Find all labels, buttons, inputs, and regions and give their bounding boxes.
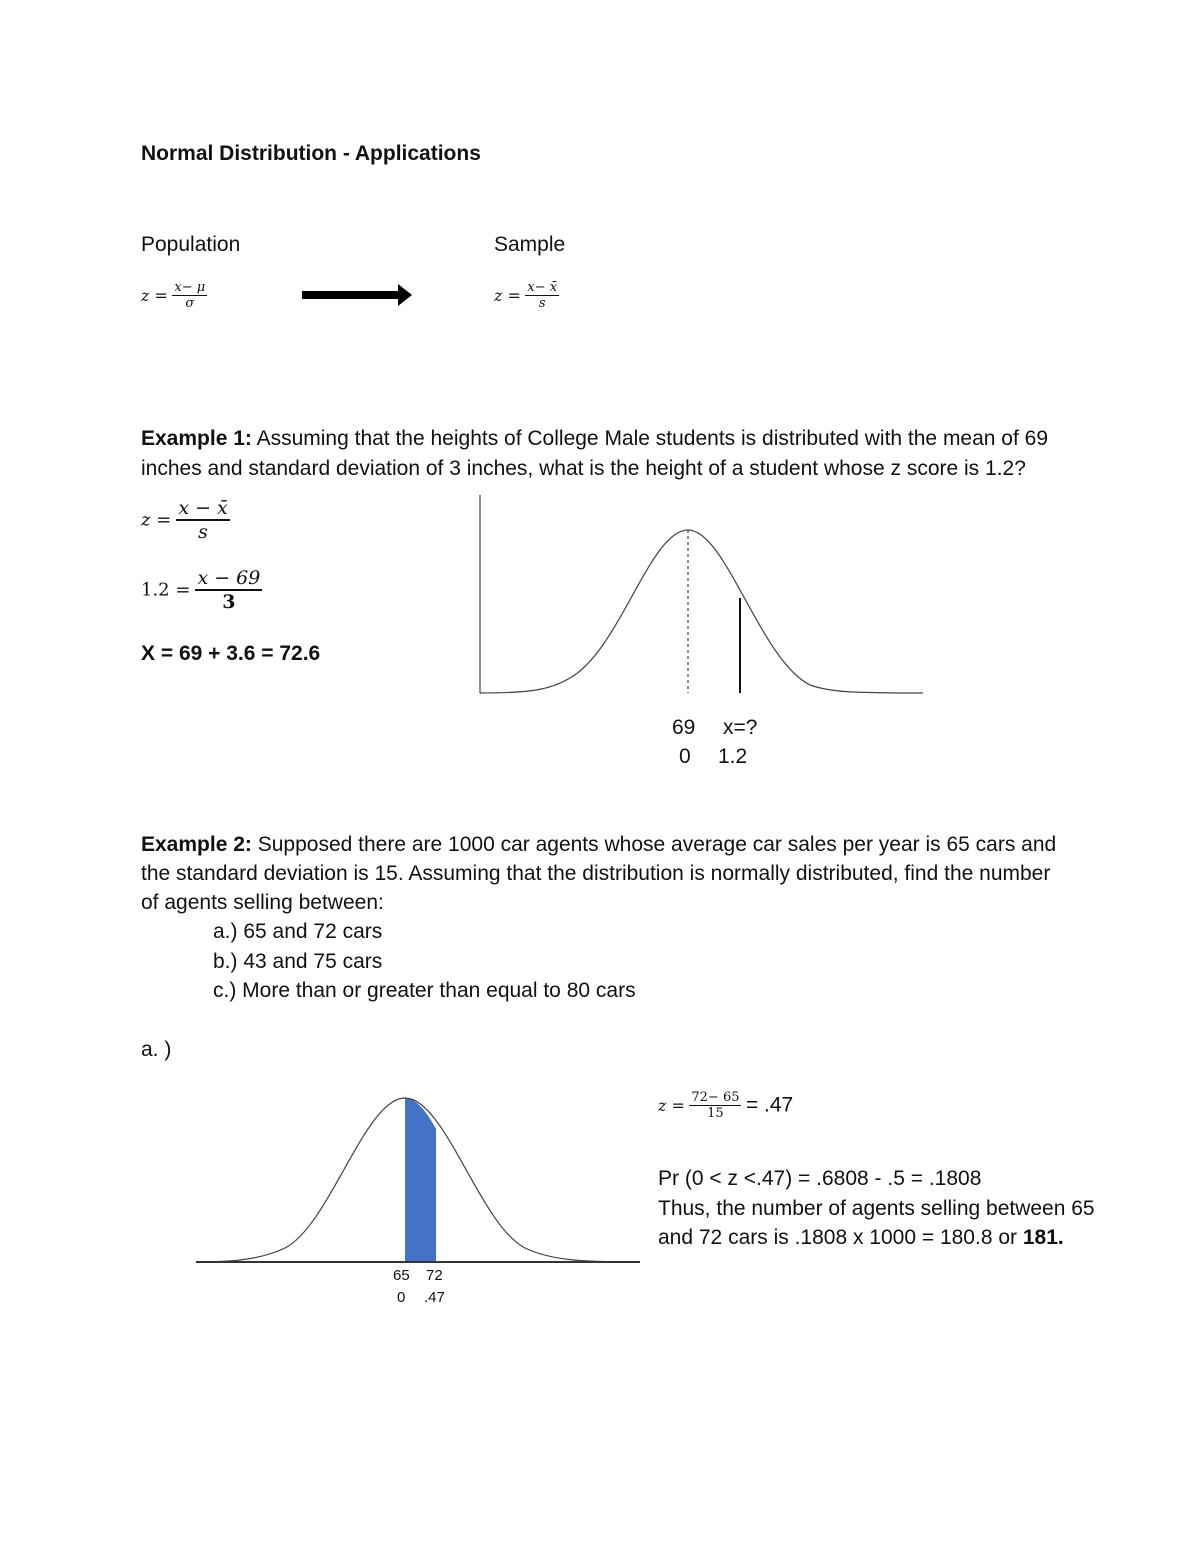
example2-label-z-point: .47 [424, 1289, 445, 1306]
example2-normal-curve-chart [190, 1085, 645, 1270]
shaded-area [405, 1098, 436, 1262]
normal-curve [480, 530, 923, 693]
example2-text-line3: of agents selling between: [141, 891, 384, 914]
example1-equation-substituted: 1.2 = $\frac{x - 69}{3}$ [141, 567, 261, 613]
example1-label-x-mean: 69 [672, 716, 696, 739]
example2-text: Example 2: Supposed there are 1000 car agents whose average car sales per year is 65 cars and [141, 833, 1057, 856]
example1-text-line2: inches and standard deviation of 3 inches, what is the height of a student whose z score is 1.2? [141, 457, 1026, 480]
example1-normal-curve-chart [470, 490, 930, 700]
part-a-label: a. ) [141, 1038, 172, 1061]
example2-label-z-mean: 0 [397, 1289, 406, 1306]
page-title: Normal Distribution - Applications [141, 142, 481, 165]
probability-line: Pr (0 < z <.47) = .6808 - .5 = .1808 [658, 1167, 982, 1190]
example1-label-x-point: x=? [723, 716, 758, 739]
example1-result: X = 69 + 3.6 = 72.6 [141, 642, 321, 665]
list-item: b.) 43 and 75 cars [213, 950, 383, 973]
list-item: c.) More than or greater than equal to 80 cars [213, 979, 636, 1002]
example2-label-x-mean: 65 [393, 1267, 410, 1284]
example2-z-equation: z = $\frac{72- 65}{15}$ = .47 [658, 1090, 794, 1121]
example1-equation-z: z = $\frac{x - x̄}{s}$ [141, 497, 228, 543]
example1-text: Example 1: Assuming that the heights of College Male students is distributed with the mean of 69 [141, 427, 1049, 450]
population-label: Population [141, 233, 241, 256]
sample-formula: z = $\frac{x- x̄}{s}$ [494, 280, 558, 311]
example1-label-z-mean: 0 [679, 745, 691, 768]
example2-text-line2: the standard deviation is 15. Assuming that the distribution is normally distributed, find the number [141, 862, 1051, 885]
right-arrow-icon [300, 282, 415, 308]
example2-label-x-point: 72 [426, 1267, 443, 1284]
population-formula: z = $\frac{x- \mu}{\sigma}$ [141, 280, 206, 311]
conclusion-line2: and 72 cars is .1808 x 1000 = 180.8 or 181. [658, 1226, 1064, 1249]
example2-heading: Example 2: [141, 833, 252, 856]
list-item: a.) 65 and 72 cars [213, 920, 383, 943]
example1-heading: Example 1: [141, 427, 252, 450]
conclusion-line1: Thus, the number of agents selling between 65 [658, 1197, 1095, 1220]
sample-label: Sample [494, 233, 566, 256]
example1-label-z-point: 1.2 [718, 745, 748, 768]
